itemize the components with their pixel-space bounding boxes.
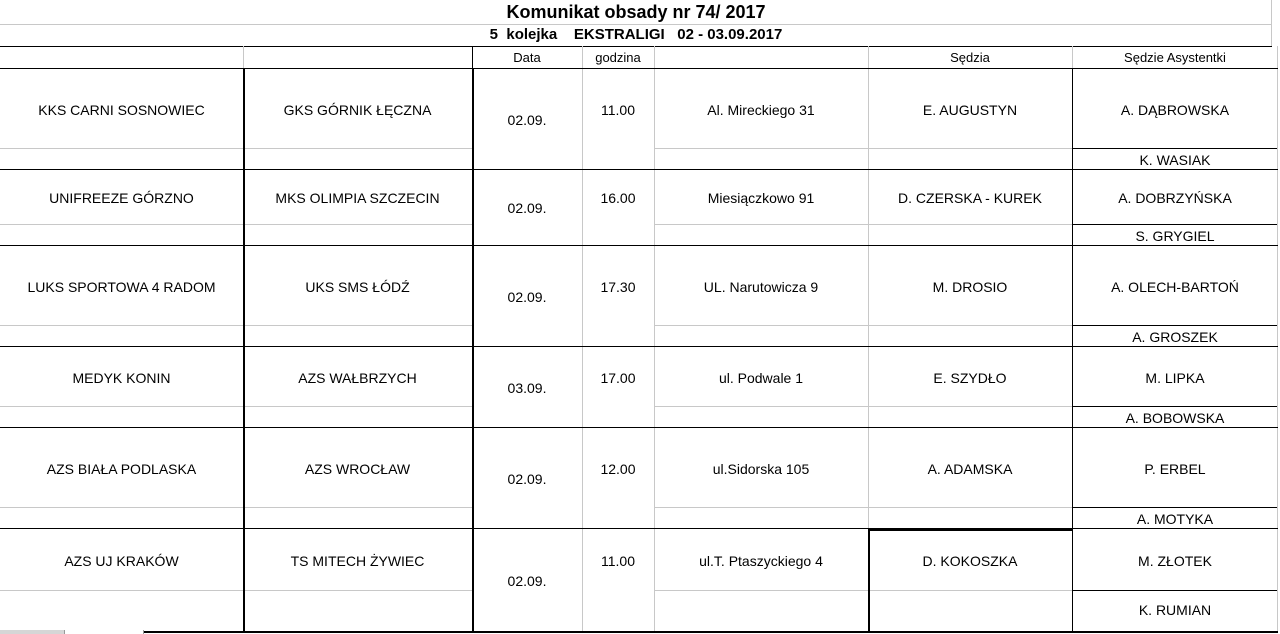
match-time: 16.00: [600, 190, 636, 206]
grid-line: [868, 224, 1072, 225]
match-date: 03.09.: [507, 380, 547, 396]
grid-line: [243, 246, 245, 347]
grid-line: [582, 347, 583, 427]
away-team: GKS GÓRNIK ŁĘCZNA: [283, 102, 432, 118]
header-date: Data: [513, 50, 541, 65]
grid-line: [243, 406, 472, 407]
grid-line: [582, 46, 583, 68]
assistant-referee: A. MOTYKA: [1136, 511, 1214, 527]
referee: D. KOKOSZKA: [922, 553, 1018, 569]
grid-line: [654, 246, 655, 346]
home-team: AZS BIAŁA PODLASKA: [46, 461, 197, 477]
grid-line: [582, 529, 583, 631]
grid-line: [1072, 325, 1278, 326]
grid-line: [654, 224, 868, 225]
home-team: UNIFREEZE GÓRZNO: [49, 190, 194, 206]
grid-line: [868, 170, 869, 245]
grid-line: [0, 631, 1278, 632]
match-date: 02.09.: [507, 471, 547, 487]
home-team: MEDYK KONIN: [72, 370, 171, 386]
grid-line: [868, 428, 869, 528]
grid-line: [243, 428, 245, 529]
match-time: 17.30: [600, 279, 636, 295]
grid-line: [0, 427, 1278, 428]
referee: A. ADAMSKA: [927, 461, 1013, 477]
assistant-referee: M. ZŁOTEK: [1138, 553, 1212, 569]
assistant-referee: A. DOBRZYŃSKA: [1118, 190, 1232, 206]
grid-line: [0, 46, 1272, 47]
venue: ul.Sidorska 105: [712, 461, 810, 477]
grid-line: [654, 148, 868, 149]
grid-line: [0, 325, 243, 326]
grid-line: [0, 406, 243, 407]
away-team: MKS OLIMPIA SZCZECIN: [275, 190, 440, 206]
grid-line: [243, 148, 472, 149]
grid-line: [582, 69, 583, 169]
venue: ul. Podwale 1: [718, 370, 804, 386]
header-assistants: Sędzie Asystentki: [1124, 50, 1226, 65]
page-subtitle: 5 kolejka EKSTRALIGI 02 - 03.09.2017: [489, 26, 783, 43]
page-title: Komunikat obsady nr 74/ 2017: [506, 2, 766, 22]
grid-line: [654, 406, 868, 407]
venue: ul.T. Ptaszyckiego 4: [699, 553, 823, 569]
match-date: 02.09.: [507, 573, 547, 589]
grid-line: [654, 507, 868, 508]
match-time: 11.00: [601, 102, 635, 118]
grid-line: [1271, 0, 1272, 46]
grid-line: [243, 69, 245, 170]
referee: E. SZYDŁO: [933, 370, 1007, 386]
grid-line: [868, 347, 869, 427]
grid-line: [654, 529, 655, 631]
away-team: UKS SMS ŁÓDŹ: [305, 279, 410, 295]
match-date: 02.09.: [507, 200, 547, 216]
grid-line: [0, 245, 1278, 246]
grid-line: [654, 347, 655, 427]
grid-line: [868, 529, 1072, 531]
grid-line: [0, 528, 1278, 529]
match-time: 11.00: [601, 553, 635, 569]
home-team: LUKS SPORTOWA 4 RADOM: [27, 279, 216, 295]
grid-line: [868, 529, 870, 631]
away-team: AZS WAŁBRZYCH: [298, 370, 417, 386]
grid-line: [582, 246, 583, 346]
assistant-referee: K. RUMIAN: [1138, 602, 1212, 618]
grid-line: [654, 69, 655, 169]
venue: UL. Narutowicza 9: [703, 279, 819, 295]
match-date: 02.09.: [507, 289, 547, 305]
grid-line: [1277, 46, 1278, 68]
grid-line: [1072, 507, 1278, 508]
grid-line: [582, 170, 583, 245]
header-referee: Sędzia: [950, 50, 990, 65]
grid-line: [654, 170, 655, 245]
grid-line: [868, 246, 869, 346]
grid-line: [868, 325, 1072, 326]
header-time: godzina: [595, 50, 641, 65]
grid-line: [0, 224, 243, 225]
referee: D. CZERSKA - KUREK: [898, 190, 1042, 206]
grid-line: [654, 428, 655, 528]
match-time: 12.00: [600, 461, 636, 477]
grid-line: [243, 224, 472, 225]
home-team: KKS CARNI SOSNOWIEC: [38, 102, 205, 118]
assistant-referee: A. DĄBROWSKA: [1120, 102, 1230, 118]
venue: Al. Mireckiego 31: [707, 102, 815, 118]
grid-line: [868, 406, 1072, 407]
sheet-tab[interactable]: [64, 630, 144, 634]
grid-line: [0, 346, 1278, 347]
grid-line: [0, 169, 1278, 170]
grid-line: [1072, 590, 1278, 591]
grid-line: [243, 529, 245, 632]
grid-line: [243, 347, 245, 428]
assistant-referee: K. WASIAK: [1139, 152, 1211, 168]
assistant-referee: P. ERBEL: [1144, 461, 1206, 477]
grid-line: [0, 590, 243, 591]
assistant-referee: A. OLECH-BARTOŃ: [1111, 279, 1239, 295]
match-date: 02.09.: [507, 112, 547, 128]
grid-line: [654, 46, 655, 68]
grid-line: [243, 590, 472, 591]
grid-line: [654, 590, 868, 591]
assistant-referee: S. GRYGIEL: [1135, 228, 1215, 244]
grid-line: [868, 590, 1072, 591]
grid-line: [582, 428, 583, 528]
grid-line: [0, 507, 243, 508]
grid-line: [654, 325, 868, 326]
grid-line: [1072, 224, 1278, 225]
grid-line: [243, 325, 472, 326]
assistant-referee: A. BOBOWSKA: [1125, 410, 1225, 426]
home-team: AZS UJ KRAKÓW: [64, 553, 179, 569]
assistant-referee: A. GROSZEK: [1132, 329, 1218, 345]
grid-line: [243, 46, 244, 68]
referee: E. AUGUSTYN: [922, 102, 1018, 118]
grid-line: [0, 24, 1272, 25]
grid-line: [243, 170, 245, 246]
sheet-tab-bar: [0, 630, 64, 634]
away-team: TS MITECH ŻYWIEC: [290, 553, 425, 569]
referee: M. DROSIO: [932, 279, 1008, 295]
grid-line: [1072, 406, 1278, 407]
grid-line: [868, 148, 1072, 149]
grid-line: [472, 46, 473, 68]
venue: Miesiączkowo 91: [707, 190, 815, 206]
assistant-referee: M. LIPKA: [1145, 370, 1205, 386]
grid-line: [1072, 148, 1278, 149]
grid-line: [0, 68, 1278, 69]
grid-line: [868, 46, 869, 68]
match-time: 17.00: [600, 370, 636, 386]
away-team: AZS WROCŁAW: [304, 461, 411, 477]
grid-line: [0, 148, 243, 149]
grid-line: [868, 507, 1072, 508]
grid-line: [243, 507, 472, 508]
grid-line: [1072, 46, 1073, 68]
grid-line: [868, 69, 869, 169]
